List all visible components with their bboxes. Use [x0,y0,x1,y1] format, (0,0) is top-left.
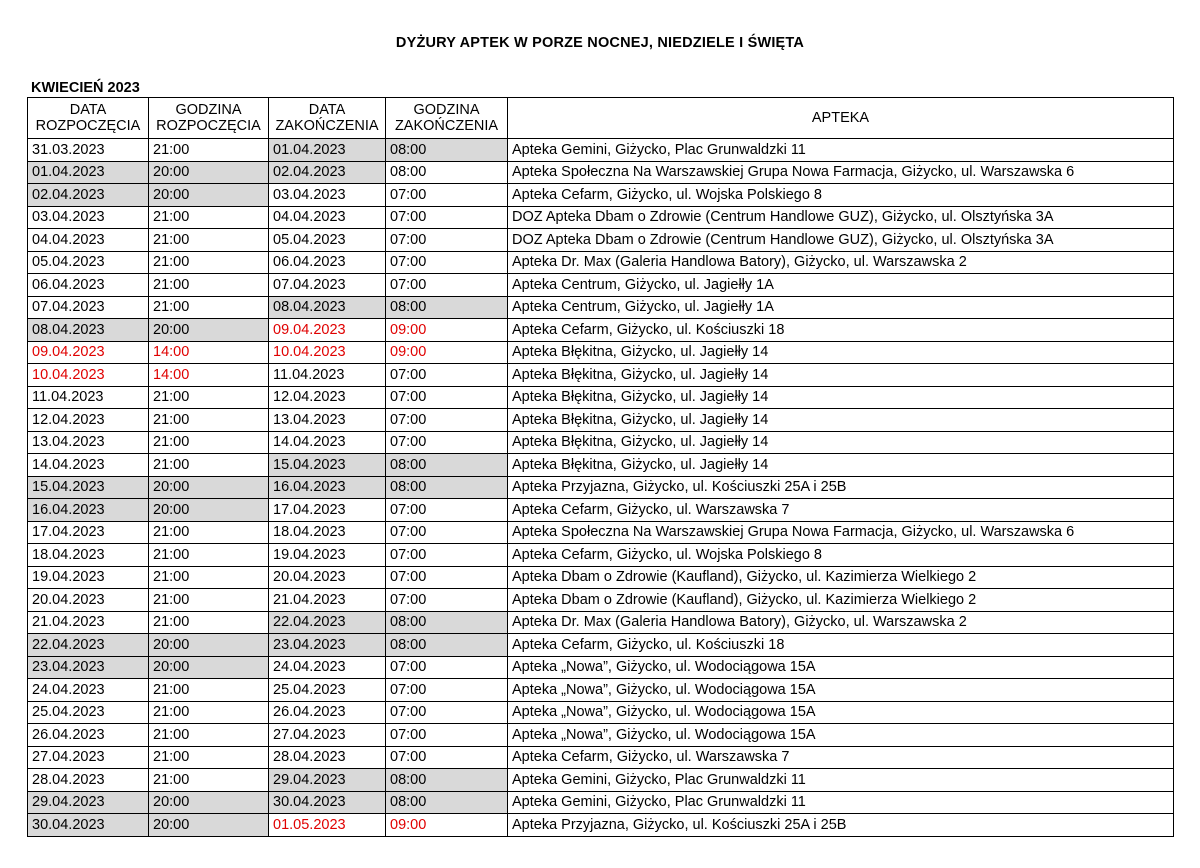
cell-start-date: 25.04.2023 [28,701,149,724]
cell-start-date: 17.04.2023 [28,521,149,544]
cell-start-time: 21:00 [149,274,269,297]
cell-end-time: 07:00 [386,274,508,297]
cell-pharmacy: Apteka „Nowa”, Giżycko, ul. Wodociągowa 15A [508,701,1174,724]
cell-start-time: 21:00 [149,724,269,747]
table-body [28,139,1174,837]
cell-end-date: 18.04.2023 [269,521,386,544]
table-row [28,499,1174,522]
cell-end-date: 24.04.2023 [269,656,386,679]
table-header-row [28,98,1174,139]
table-row [28,814,1174,837]
cell-end-date: 01.04.2023 [269,139,386,162]
cell-pharmacy: Apteka „Nowa”, Giżycko, ul. Wodociągowa 15A [508,724,1174,747]
table-row [28,431,1174,454]
cell-end-time: 07:00 [386,589,508,612]
header-pharmacy: APTEKA [508,98,1174,139]
cell-start-date: 16.04.2023 [28,499,149,522]
cell-end-time: 09:00 [386,814,508,837]
cell-end-time: 09:00 [386,319,508,342]
cell-end-time: 08:00 [386,139,508,162]
cell-end-time: 07:00 [386,229,508,252]
table-row [28,769,1174,792]
cell-end-date: 10.04.2023 [269,341,386,364]
cell-end-time: 07:00 [386,184,508,207]
header-start-time: GODZINA ROZPOCZĘCIA [149,98,269,139]
cell-end-time: 07:00 [386,521,508,544]
document-title: DYŻURY APTEK W PORZE NOCNEJ, NIEDZIELE I ŚWIĘTA [395,35,805,51]
cell-pharmacy: Apteka Cefarm, Giżycko, ul. Kościuszki 18 [508,319,1174,342]
cell-start-time: 21:00 [149,566,269,589]
cell-start-date: 09.04.2023 [28,341,149,364]
cell-pharmacy: Apteka Błękitna, Giżycko, ul. Jagiełły 14 [508,454,1174,477]
cell-start-time: 21:00 [149,454,269,477]
cell-start-date: 07.04.2023 [28,296,149,319]
cell-start-date: 02.04.2023 [28,184,149,207]
table-row [28,566,1174,589]
cell-start-date: 01.04.2023 [28,161,149,184]
cell-start-date: 06.04.2023 [28,274,149,297]
cell-end-date: 06.04.2023 [269,251,386,274]
cell-end-time: 07:00 [386,679,508,702]
cell-start-time: 20:00 [149,476,269,499]
table-row [28,476,1174,499]
table-row [28,319,1174,342]
cell-start-time: 21:00 [149,701,269,724]
cell-end-date: 22.04.2023 [269,611,386,634]
cell-pharmacy: Apteka Dbam o Zdrowie (Kaufland), Giżycko, ul. Kazimierza Wielkiego 2 [508,589,1174,612]
cell-end-date: 23.04.2023 [269,634,386,657]
cell-pharmacy: DOZ Apteka Dbam o Zdrowie (Centrum Handlowe GUZ), Giżycko, ul. Olsztyńska 3A [508,206,1174,229]
cell-start-time: 20:00 [149,634,269,657]
cell-end-date: 02.04.2023 [269,161,386,184]
cell-pharmacy: Apteka Cefarm, Giżycko, ul. Wojska Polskiego 8 [508,544,1174,567]
cell-pharmacy: Apteka Dbam o Zdrowie (Kaufland), Giżycko, ul. Kazimierza Wielkiego 2 [508,566,1174,589]
cell-start-time: 20:00 [149,499,269,522]
cell-start-date: 31.03.2023 [28,139,149,162]
table-row [28,724,1174,747]
table-row [28,611,1174,634]
table-row [28,274,1174,297]
cell-pharmacy: Apteka Gemini, Giżycko, Plac Grunwaldzki 11 [508,139,1174,162]
cell-start-date: 29.04.2023 [28,791,149,814]
cell-start-date: 23.04.2023 [28,656,149,679]
table-row [28,139,1174,162]
cell-start-date: 03.04.2023 [28,206,149,229]
cell-start-time: 21:00 [149,611,269,634]
cell-pharmacy: Apteka Gemini, Giżycko, Plac Grunwaldzki 11 [508,769,1174,792]
cell-end-date: 25.04.2023 [269,679,386,702]
cell-pharmacy: Apteka Centrum, Giżycko, ul. Jagiełły 1A [508,274,1174,297]
cell-pharmacy: Apteka Błękitna, Giżycko, ul. Jagiełły 14 [508,364,1174,387]
cell-end-date: 26.04.2023 [269,701,386,724]
cell-pharmacy: Apteka Cefarm, Giżycko, ul. Kościuszki 18 [508,634,1174,657]
cell-start-date: 28.04.2023 [28,769,149,792]
cell-pharmacy: Apteka Cefarm, Giżycko, ul. Warszawska 7 [508,499,1174,522]
cell-end-date: 14.04.2023 [269,431,386,454]
cell-start-date: 08.04.2023 [28,319,149,342]
cell-start-date: 22.04.2023 [28,634,149,657]
cell-start-date: 13.04.2023 [28,431,149,454]
cell-end-date: 28.04.2023 [269,746,386,769]
cell-end-time: 08:00 [386,769,508,792]
cell-end-date: 21.04.2023 [269,589,386,612]
cell-start-time: 21:00 [149,251,269,274]
table-row [28,544,1174,567]
cell-start-time: 21:00 [149,431,269,454]
cell-end-time: 07:00 [386,724,508,747]
cell-end-time: 08:00 [386,454,508,477]
cell-start-date: 20.04.2023 [28,589,149,612]
cell-start-date: 21.04.2023 [28,611,149,634]
cell-end-date: 15.04.2023 [269,454,386,477]
cell-pharmacy: Apteka Gemini, Giżycko, Plac Grunwaldzki 11 [508,791,1174,814]
cell-end-time: 07:00 [386,431,508,454]
cell-pharmacy: Apteka Centrum, Giżycko, ul. Jagiełły 1A [508,296,1174,319]
table-row [28,386,1174,409]
table-row [28,521,1174,544]
cell-pharmacy: Apteka „Nowa”, Giżycko, ul. Wodociągowa 15A [508,679,1174,702]
cell-end-time: 08:00 [386,611,508,634]
cell-start-time: 20:00 [149,814,269,837]
cell-start-time: 20:00 [149,791,269,814]
cell-start-time: 21:00 [149,746,269,769]
cell-end-time: 08:00 [386,161,508,184]
table-row [28,634,1174,657]
table-row [28,251,1174,274]
pharmacy-duty-table [27,97,1174,837]
table-row [28,184,1174,207]
cell-start-time: 20:00 [149,184,269,207]
cell-end-time: 08:00 [386,634,508,657]
cell-end-time: 08:00 [386,791,508,814]
cell-start-time: 14:00 [149,364,269,387]
cell-pharmacy: Apteka Błękitna, Giżycko, ul. Jagiełły 14 [508,386,1174,409]
table-row [28,296,1174,319]
cell-start-date: 27.04.2023 [28,746,149,769]
cell-end-date: 13.04.2023 [269,409,386,432]
cell-start-time: 14:00 [149,341,269,364]
cell-pharmacy: Apteka Błękitna, Giżycko, ul. Jagiełły 14 [508,409,1174,432]
table-row [28,589,1174,612]
header-end-time: GODZINA ZAKOŃCZENIA [386,98,508,139]
cell-start-time: 20:00 [149,161,269,184]
cell-start-time: 21:00 [149,386,269,409]
cell-end-time: 07:00 [386,566,508,589]
cell-end-time: 09:00 [386,341,508,364]
cell-end-date: 17.04.2023 [269,499,386,522]
table-row [28,656,1174,679]
cell-end-time: 07:00 [386,701,508,724]
cell-start-time: 21:00 [149,679,269,702]
cell-end-time: 07:00 [386,499,508,522]
cell-start-time: 21:00 [149,521,269,544]
cell-end-date: 09.04.2023 [269,319,386,342]
cell-pharmacy: Apteka Błękitna, Giżycko, ul. Jagiełły 14 [508,431,1174,454]
table-row [28,409,1174,432]
cell-end-time: 08:00 [386,476,508,499]
cell-pharmacy: Apteka Błękitna, Giżycko, ul. Jagiełły 14 [508,341,1174,364]
cell-pharmacy: Apteka „Nowa”, Giżycko, ul. Wodociągowa 15A [508,656,1174,679]
cell-start-date: 10.04.2023 [28,364,149,387]
cell-end-date: 19.04.2023 [269,544,386,567]
cell-end-date: 05.04.2023 [269,229,386,252]
cell-start-time: 21:00 [149,296,269,319]
cell-start-date: 26.04.2023 [28,724,149,747]
header-start-date: DATA ROZPOCZĘCIA [28,98,149,139]
cell-end-date: 11.04.2023 [269,364,386,387]
cell-end-date: 16.04.2023 [269,476,386,499]
cell-end-time: 07:00 [386,656,508,679]
header-end-date: DATA ZAKOŃCZENIA [269,98,386,139]
cell-pharmacy: Apteka Społeczna Na Warszawskiej Grupa Nowa Farmacja, Giżycko, ul. Warszawska 6 [508,161,1174,184]
cell-start-date: 11.04.2023 [28,386,149,409]
cell-start-time: 20:00 [149,656,269,679]
cell-end-date: 30.04.2023 [269,791,386,814]
cell-end-time: 07:00 [386,746,508,769]
cell-pharmacy: Apteka Dr. Max (Galeria Handlowa Batory), Giżycko, ul. Warszawska 2 [508,251,1174,274]
cell-pharmacy: Apteka Przyjazna, Giżycko, ul. Kościuszki 25A i 25B [508,476,1174,499]
table-row [28,206,1174,229]
table-row [28,229,1174,252]
cell-end-date: 07.04.2023 [269,274,386,297]
table-row [28,364,1174,387]
cell-start-time: 21:00 [149,544,269,567]
cell-end-time: 07:00 [386,409,508,432]
cell-start-date: 14.04.2023 [28,454,149,477]
table-row [28,791,1174,814]
month-label: KWIECIEŃ 2023 [31,80,140,96]
cell-pharmacy: Apteka Cefarm, Giżycko, ul. Wojska Polskiego 8 [508,184,1174,207]
cell-pharmacy: Apteka Cefarm, Giżycko, ul. Warszawska 7 [508,746,1174,769]
cell-pharmacy: DOZ Apteka Dbam o Zdrowie (Centrum Handlowe GUZ), Giżycko, ul. Olsztyńska 3A [508,229,1174,252]
cell-start-time: 21:00 [149,409,269,432]
cell-end-time: 07:00 [386,251,508,274]
table-row [28,161,1174,184]
cell-start-time: 21:00 [149,206,269,229]
cell-end-date: 01.05.2023 [269,814,386,837]
cell-end-date: 29.04.2023 [269,769,386,792]
cell-start-date: 30.04.2023 [28,814,149,837]
cell-end-date: 20.04.2023 [269,566,386,589]
cell-start-date: 24.04.2023 [28,679,149,702]
cell-end-date: 27.04.2023 [269,724,386,747]
table-row [28,679,1174,702]
cell-start-time: 21:00 [149,769,269,792]
table-row [28,746,1174,769]
table-row [28,454,1174,477]
cell-end-date: 12.04.2023 [269,386,386,409]
cell-start-time: 21:00 [149,139,269,162]
table-row [28,341,1174,364]
cell-start-date: 12.04.2023 [28,409,149,432]
cell-end-date: 03.04.2023 [269,184,386,207]
cell-end-time: 08:00 [386,296,508,319]
cell-start-date: 18.04.2023 [28,544,149,567]
cell-start-time: 21:00 [149,229,269,252]
table-row [28,701,1174,724]
cell-start-date: 19.04.2023 [28,566,149,589]
cell-end-time: 07:00 [386,386,508,409]
cell-end-time: 07:00 [386,364,508,387]
cell-pharmacy: Apteka Społeczna Na Warszawskiej Grupa Nowa Farmacja, Giżycko, ul. Warszawska 6 [508,521,1174,544]
cell-start-time: 21:00 [149,589,269,612]
cell-pharmacy: Apteka Przyjazna, Giżycko, ul. Kościuszki 25A i 25B [508,814,1174,837]
cell-pharmacy: Apteka Dr. Max (Galeria Handlowa Batory), Giżycko, ul. Warszawska 2 [508,611,1174,634]
cell-end-time: 07:00 [386,206,508,229]
cell-end-date: 08.04.2023 [269,296,386,319]
cell-start-date: 15.04.2023 [28,476,149,499]
cell-start-date: 05.04.2023 [28,251,149,274]
cell-end-time: 07:00 [386,544,508,567]
cell-start-date: 04.04.2023 [28,229,149,252]
cell-end-date: 04.04.2023 [269,206,386,229]
cell-start-time: 20:00 [149,319,269,342]
